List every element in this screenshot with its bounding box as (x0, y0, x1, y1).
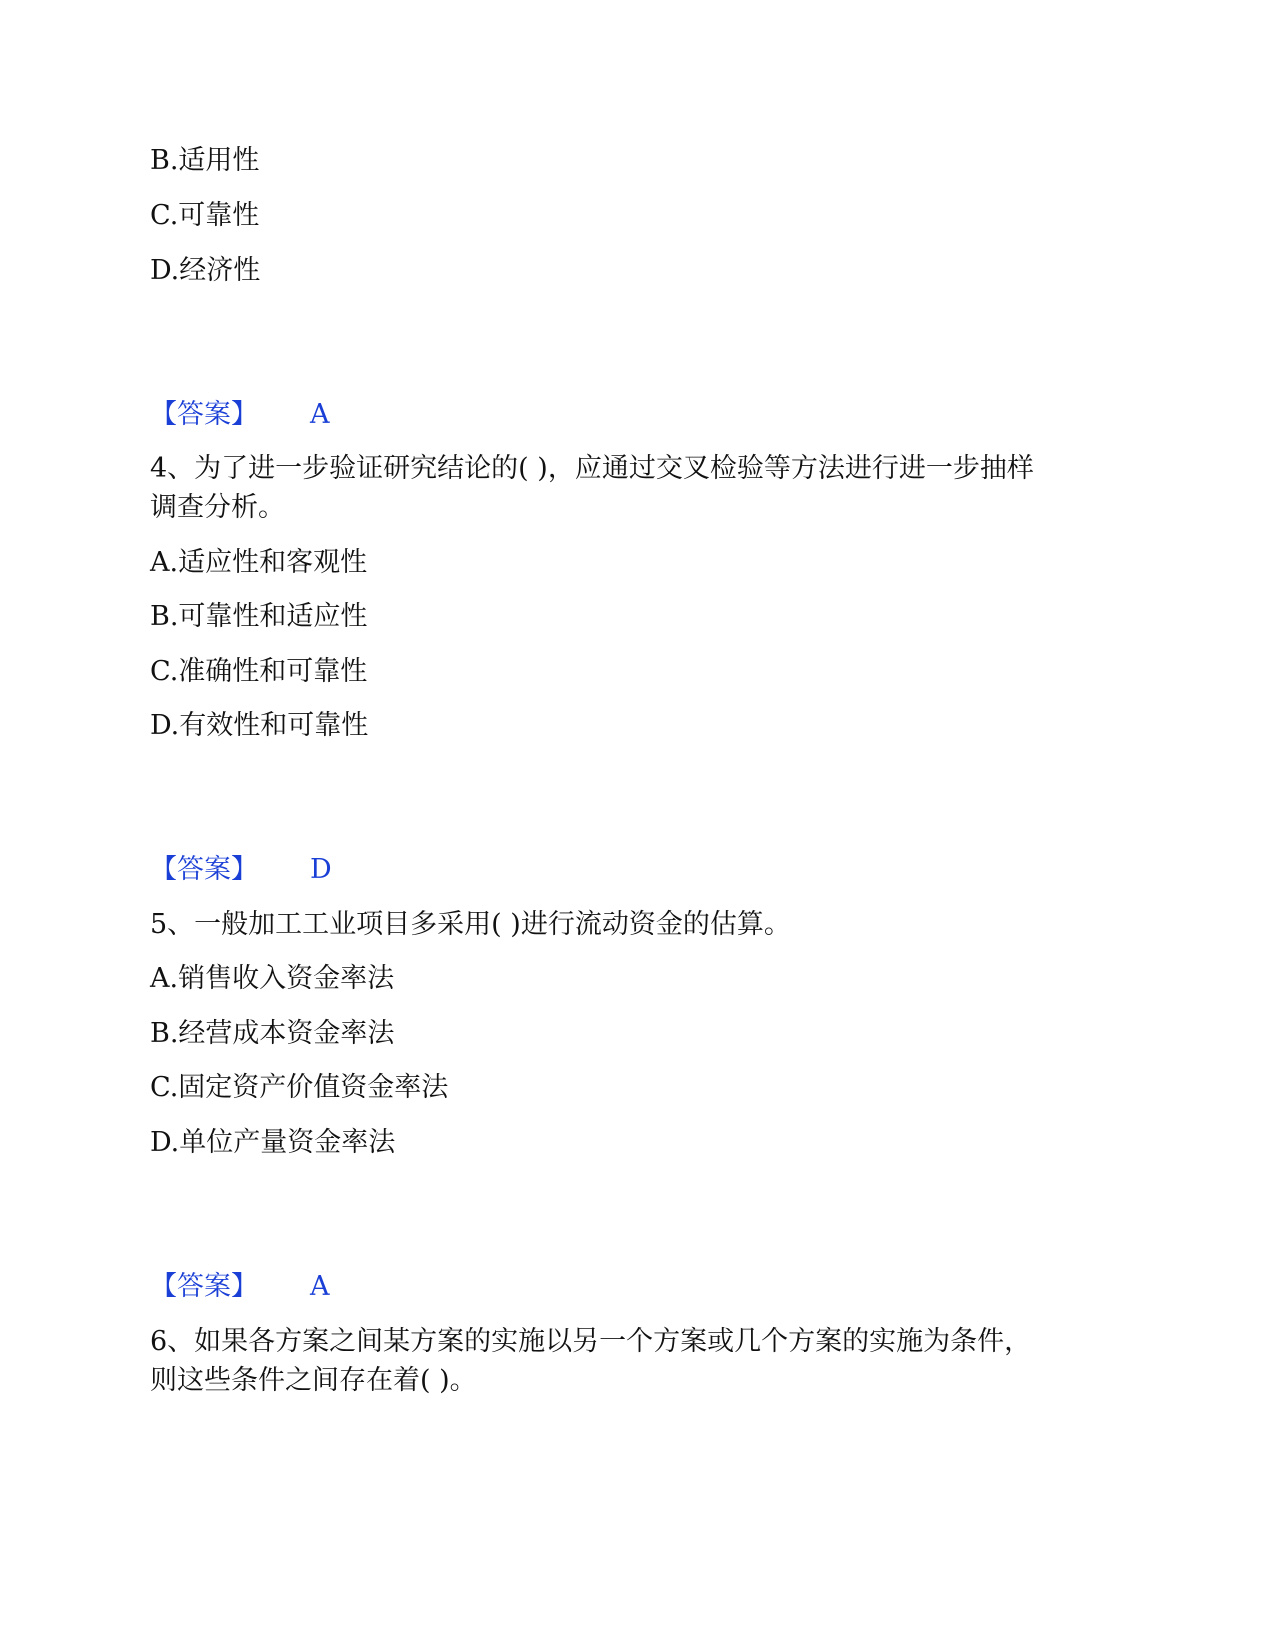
q4-stem-line2: 调查分析。 (150, 492, 285, 523)
q4-option-d: D.有效性和可靠性 (150, 710, 369, 741)
q4-option-c: C.准确性和可靠性 (150, 656, 368, 687)
q4-option-a: A.适应性和客观性 (150, 547, 368, 578)
q4-option-b: B.可靠性和适应性 (150, 601, 368, 632)
answer-value: D (310, 854, 332, 885)
q5-option-d: D.单位产量资金率法 (150, 1127, 396, 1158)
q6-stem-line1: 6、如果各方案之间某方案的实施以另一个方案或几个方案的实施为条件， (150, 1326, 1032, 1357)
q5-option-b: B.经营成本资金率法 (150, 1018, 395, 1049)
q3-option-c: C.可靠性 (150, 200, 260, 231)
answer-value: A (310, 399, 330, 430)
q3-answer-row (150, 398, 330, 432)
q5-answer-row (150, 1270, 330, 1304)
q5-stem-line1: 5、一般加工工业项目多采用( )进行流动资金的估算。 (150, 909, 791, 940)
answer-label: 【答案】 (150, 1271, 258, 1302)
q6-stem-line2: 则这些条件之间存在着( )。 (150, 1365, 477, 1396)
answer-label: 【答案】 (150, 399, 258, 430)
q4-answer-row (150, 853, 332, 887)
answer-label: 【答案】 (150, 854, 258, 885)
q5-option-a: A.销售收入资金率法 (150, 963, 395, 994)
q3-option-d: D.经济性 (150, 255, 261, 286)
answer-value: A (310, 1271, 330, 1302)
q4-stem-line1: 4、为了进一步验证研究结论的( )，应通过交叉检验等方法进行进一步抽样 (150, 453, 1034, 484)
q3-option-b: B.适用性 (150, 145, 260, 176)
q5-option-c: C.固定资产价值资金率法 (150, 1072, 449, 1103)
